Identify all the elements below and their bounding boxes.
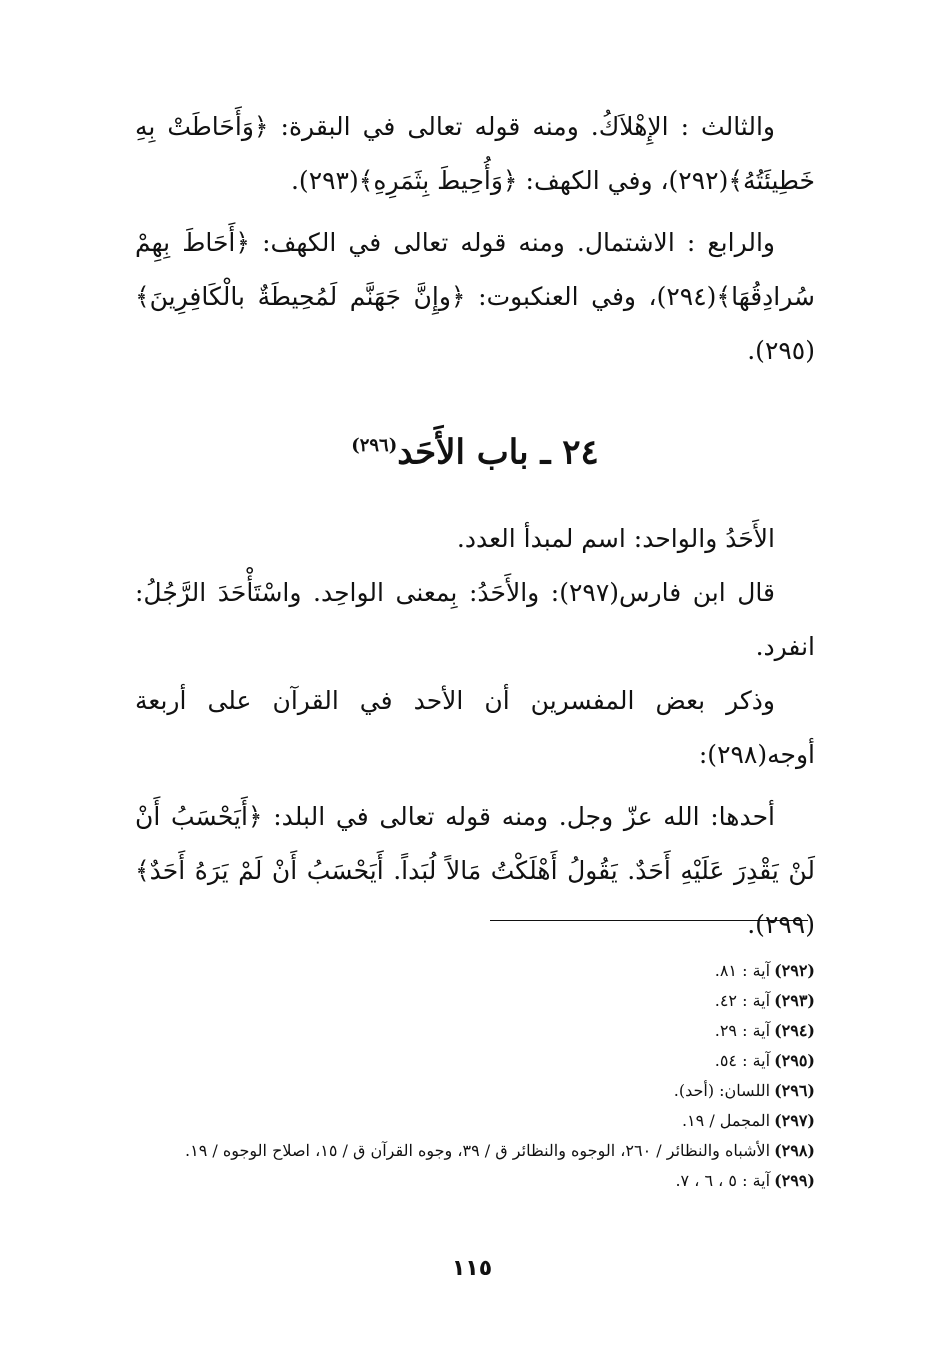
footnote-item: [135, 956, 815, 986]
chapter-heading-text: ٢٤ ـ باب الأَحَد: [397, 432, 599, 473]
footnote-number: (٢٩٨): [774, 1141, 815, 1160]
footnote-number: (٢٩٩): [774, 1171, 815, 1190]
paragraph-four-meanings: وذكر بعض المفسرين أن الأحد في القرآن على أربعة أوجه(٢٩٨):: [135, 686, 815, 769]
paragraph-third-meaning: والثالث : الإِهْلاَكُ. ومنه قوله تعالى في البقرة: ﴿وَأَحَاطَتْ بِهِ خَطِيئَتُهُ﴾(٢٩٢)، وفي الكهف: ﴿وَأُحِيطَ بِثَمَرِهِ﴾(٢٩٣).: [135, 112, 815, 195]
top-text-block: [135, 100, 815, 378]
footnote-item: [135, 1016, 815, 1046]
footnote-number: (٢٩٢): [774, 961, 815, 980]
paragraph-ibn-faris: قال ابن فارس(٢٩٧): والأَحَدُ: بِمعنى الواحِد. واسْتَأْحَدَ الرَّجُلُ: انفرد.: [135, 578, 815, 661]
footnote-text: آية : ٥٤.: [714, 1051, 771, 1070]
footnote-number: (٢٩٤): [774, 1021, 815, 1040]
page-number: ١١٥: [451, 1256, 493, 1281]
footnote-number: (٢٩٧): [774, 1111, 815, 1130]
chapter-heading: [135, 416, 815, 482]
footnote-number: (٢٩٦): [774, 1081, 815, 1100]
footnote-text: آية : ٥ ، ٦ ، ٧.: [675, 1171, 771, 1190]
paragraph-fourth-meaning: والرابع : الاشتمال. ومنه قوله تعالى في الكهف: ﴿أَحَاطَ بِهِمْ سُرادِقُهَا﴾(٢٩٤)، وفي العنكبوت: ﴿وإِنَّ جَهَنَّم لَمُحِيطَةٌ بالْكَافِرِينَ﴾(٢٩٥).: [135, 228, 815, 365]
paragraph-definition: الأَحَدُ والواحد: اسم لمبدأ العدد.: [456, 524, 775, 553]
footnote-text: اللسان: (أحد).: [673, 1081, 771, 1100]
footnote-text: آية : ٤٢.: [714, 991, 771, 1010]
chapter-heading-note: (٢٩٦): [351, 435, 398, 456]
footnote-number: (٢٩٣): [774, 991, 815, 1010]
paragraph-first-meaning: أحدها: الله عزّ وجل. ومنه قوله تعالى في البلد: ﴿أَيَحْسَبُ أَنْ لَنْ يَقْدِرَ عَلَيْهِ أَحَدٌ. يَقُولُ أَهْلَكْتُ مَالاً لُبَداً. أَيَحْسَبُ أَنْ لَمْ يَرَهُ أَحَدٌ﴾(٢٩٩).: [135, 802, 815, 939]
footnote-item: [135, 1076, 815, 1106]
footnote-item: [135, 1136, 815, 1166]
footnote-item: [135, 1046, 815, 1076]
footnote-number: (٢٩٥): [774, 1051, 815, 1070]
footnote-text: آية : ٨١.: [714, 961, 771, 980]
footnotes: [135, 956, 815, 1196]
footnote-text: الأشباه والنظائر / ٢٦٠، الوجوه والنظائر ق / ٣٩، وجوه القرآن ق / ١٥، اصلاح الوجوه / ١٩.: [185, 1141, 771, 1160]
footnote-text: آية : ٢٩.: [714, 1021, 771, 1040]
bottom-text-block: [135, 512, 815, 952]
footnote-item: [135, 1166, 815, 1196]
footnote-item: [135, 1106, 815, 1136]
footnote-item: [135, 986, 815, 1016]
footnote-divider: [490, 920, 808, 921]
footnote-text: المجمل / ١٩.: [681, 1111, 771, 1130]
